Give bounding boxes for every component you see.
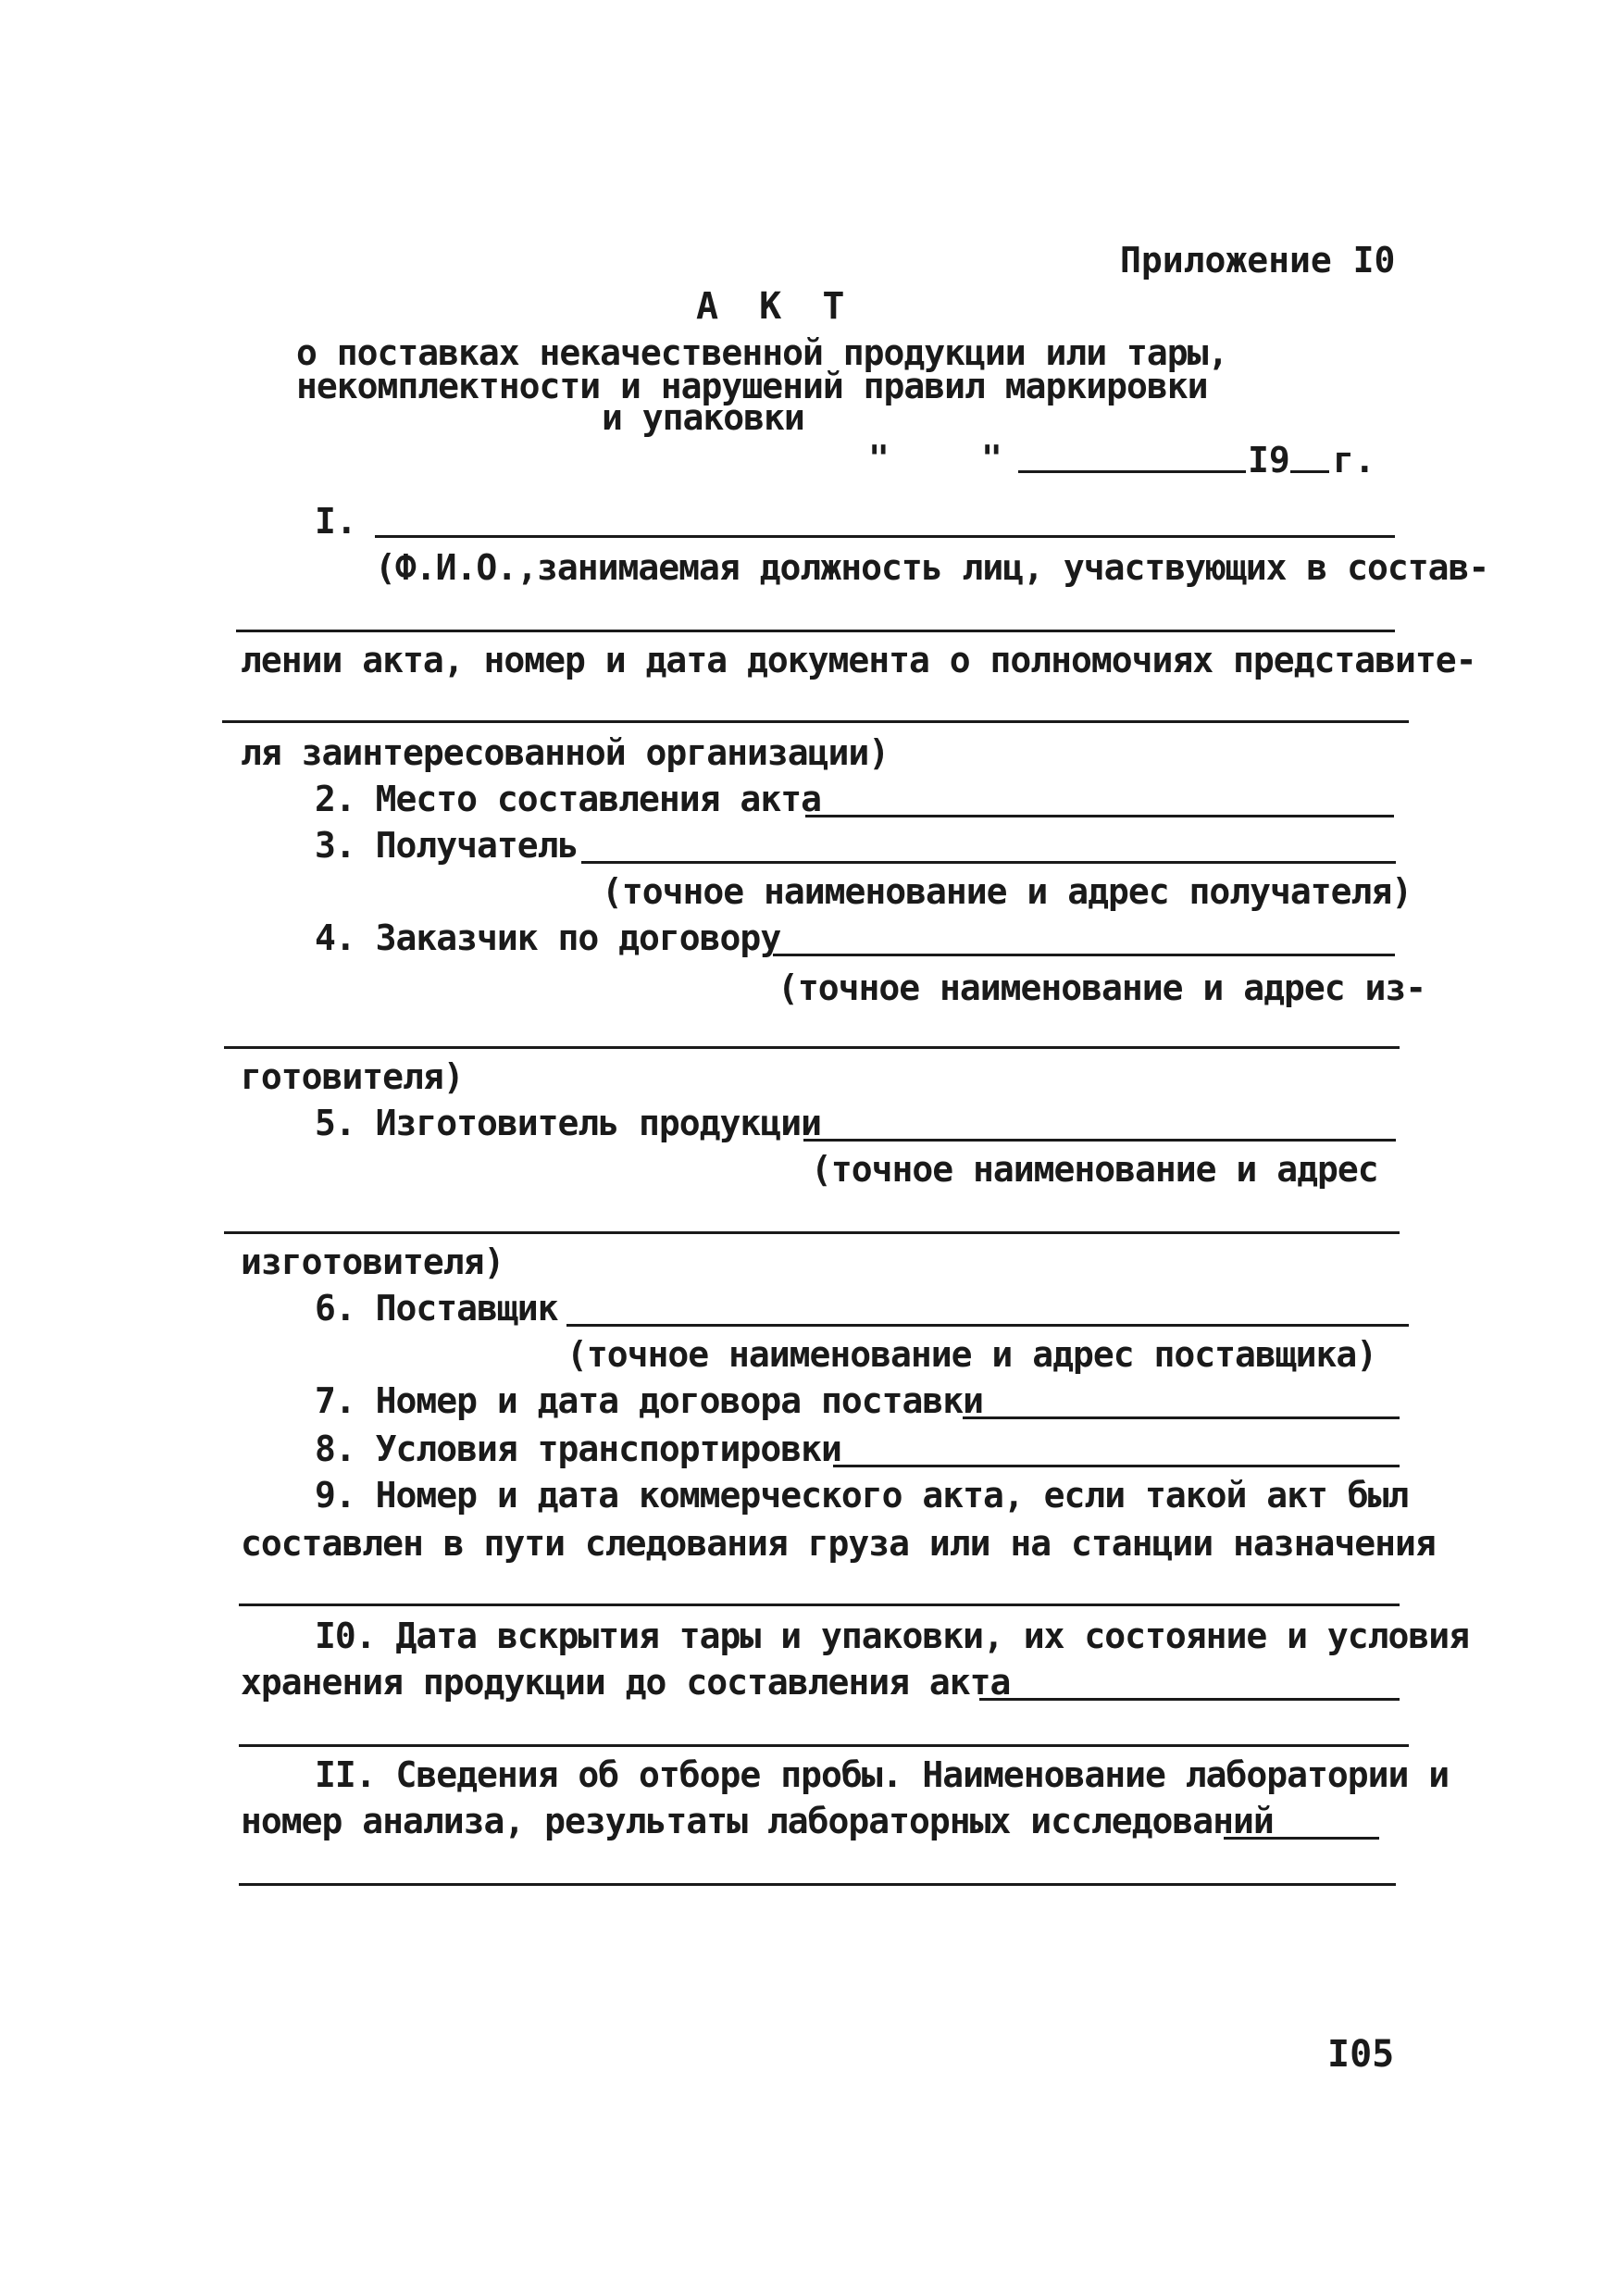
item-4-hint-2: готовителя) — [241, 1056, 464, 1097]
subtitle-line-2: некомплектности и нарушений правил маркировки — [296, 366, 1208, 406]
item-1-hint-1: (Ф.И.О.,занимаемая должность лиц, участвующих в состав- — [375, 547, 1489, 588]
document-title: А К Т — [696, 285, 854, 328]
item-1-line-3[interactable] — [222, 720, 1409, 723]
date-year: I9 — [1248, 440, 1290, 480]
item-5-input-line[interactable] — [803, 1139, 1396, 1142]
item-10-line-2-input[interactable] — [239, 1744, 1409, 1747]
appendix-label: Приложение I0 — [1120, 240, 1396, 281]
item-5-hint-2: изготовителя) — [241, 1242, 504, 1282]
item-11-input-line[interactable] — [1224, 1837, 1379, 1840]
item-11-line-2: номер анализа, результаты лабораторных исследований — [241, 1801, 1274, 1841]
date-quote-close: " — [981, 438, 1002, 479]
item-9-line-2: составлен в пути следования груза или на станции назначения — [241, 1523, 1436, 1564]
item-2-label: 2. Место составления акта — [315, 779, 821, 819]
item-2-input-line[interactable] — [805, 815, 1394, 817]
date-suffix: г. — [1333, 440, 1375, 480]
item-8-label: 8. Условия транспортировки — [315, 1429, 841, 1469]
item-1-number: I. — [315, 501, 357, 542]
item-7-label: 7. Номер и дата договора поставки — [315, 1380, 983, 1421]
item-4-line-2[interactable] — [224, 1046, 1400, 1049]
item-8-input-line[interactable] — [833, 1465, 1400, 1467]
date-year-line[interactable] — [1290, 470, 1329, 473]
item-11-line-1: II. Сведения об отборе пробы. Наименование лаборатории и — [315, 1754, 1450, 1795]
item-10-line-2: хранения продукции до составления акта — [241, 1662, 1011, 1703]
item-1-input-line[interactable] — [375, 535, 1395, 538]
item-3-hint: (точное наименование и адрес получателя) — [602, 871, 1413, 912]
item-6-hint: (точное наименование и адрес поставщика) — [566, 1334, 1377, 1375]
item-1-hint-3: ля заинтересованной организации) — [241, 732, 890, 773]
item-11-line-2-input[interactable] — [239, 1883, 1396, 1886]
item-4-hint-1: (точное наименование и адрес из- — [778, 967, 1426, 1008]
item-9-line-1: 9. Номер и дата коммерческого акта, если такой акт был — [315, 1475, 1409, 1516]
item-9-input-line[interactable] — [239, 1603, 1400, 1606]
item-1-line-2[interactable] — [236, 630, 1395, 632]
date-quote-open: " — [868, 438, 890, 479]
item-4-label: 4. Заказчик по договору — [315, 917, 781, 958]
item-5-label: 5. Изготовитель продукции — [315, 1103, 821, 1143]
item-7-input-line[interactable] — [963, 1416, 1400, 1419]
subtitle-line-1: о поставках некачественной продукции или тары, — [296, 332, 1228, 373]
item-6-input-line[interactable] — [566, 1324, 1409, 1327]
item-5-hint-1: (точное наименование и адрес — [811, 1149, 1378, 1190]
item-6-label: 6. Поставщик — [315, 1288, 558, 1329]
date-month-line[interactable] — [1018, 470, 1246, 473]
item-5-line-2[interactable] — [224, 1231, 1400, 1234]
subtitle-line-3: и упаковки — [602, 397, 804, 438]
item-3-label: 3. Получатель — [315, 825, 579, 866]
item-10-input-line[interactable] — [979, 1698, 1400, 1701]
item-3-input-line[interactable] — [581, 861, 1396, 864]
item-1-hint-2: лении акта, номер и дата документа о полномочиях представите- — [241, 640, 1476, 680]
item-10-line-1: I0. Дата вскрытия тары и упаковки, их состояние и условия — [315, 1616, 1470, 1656]
page-number: I05 — [1327, 2033, 1395, 2076]
item-4-input-line[interactable] — [773, 954, 1395, 956]
